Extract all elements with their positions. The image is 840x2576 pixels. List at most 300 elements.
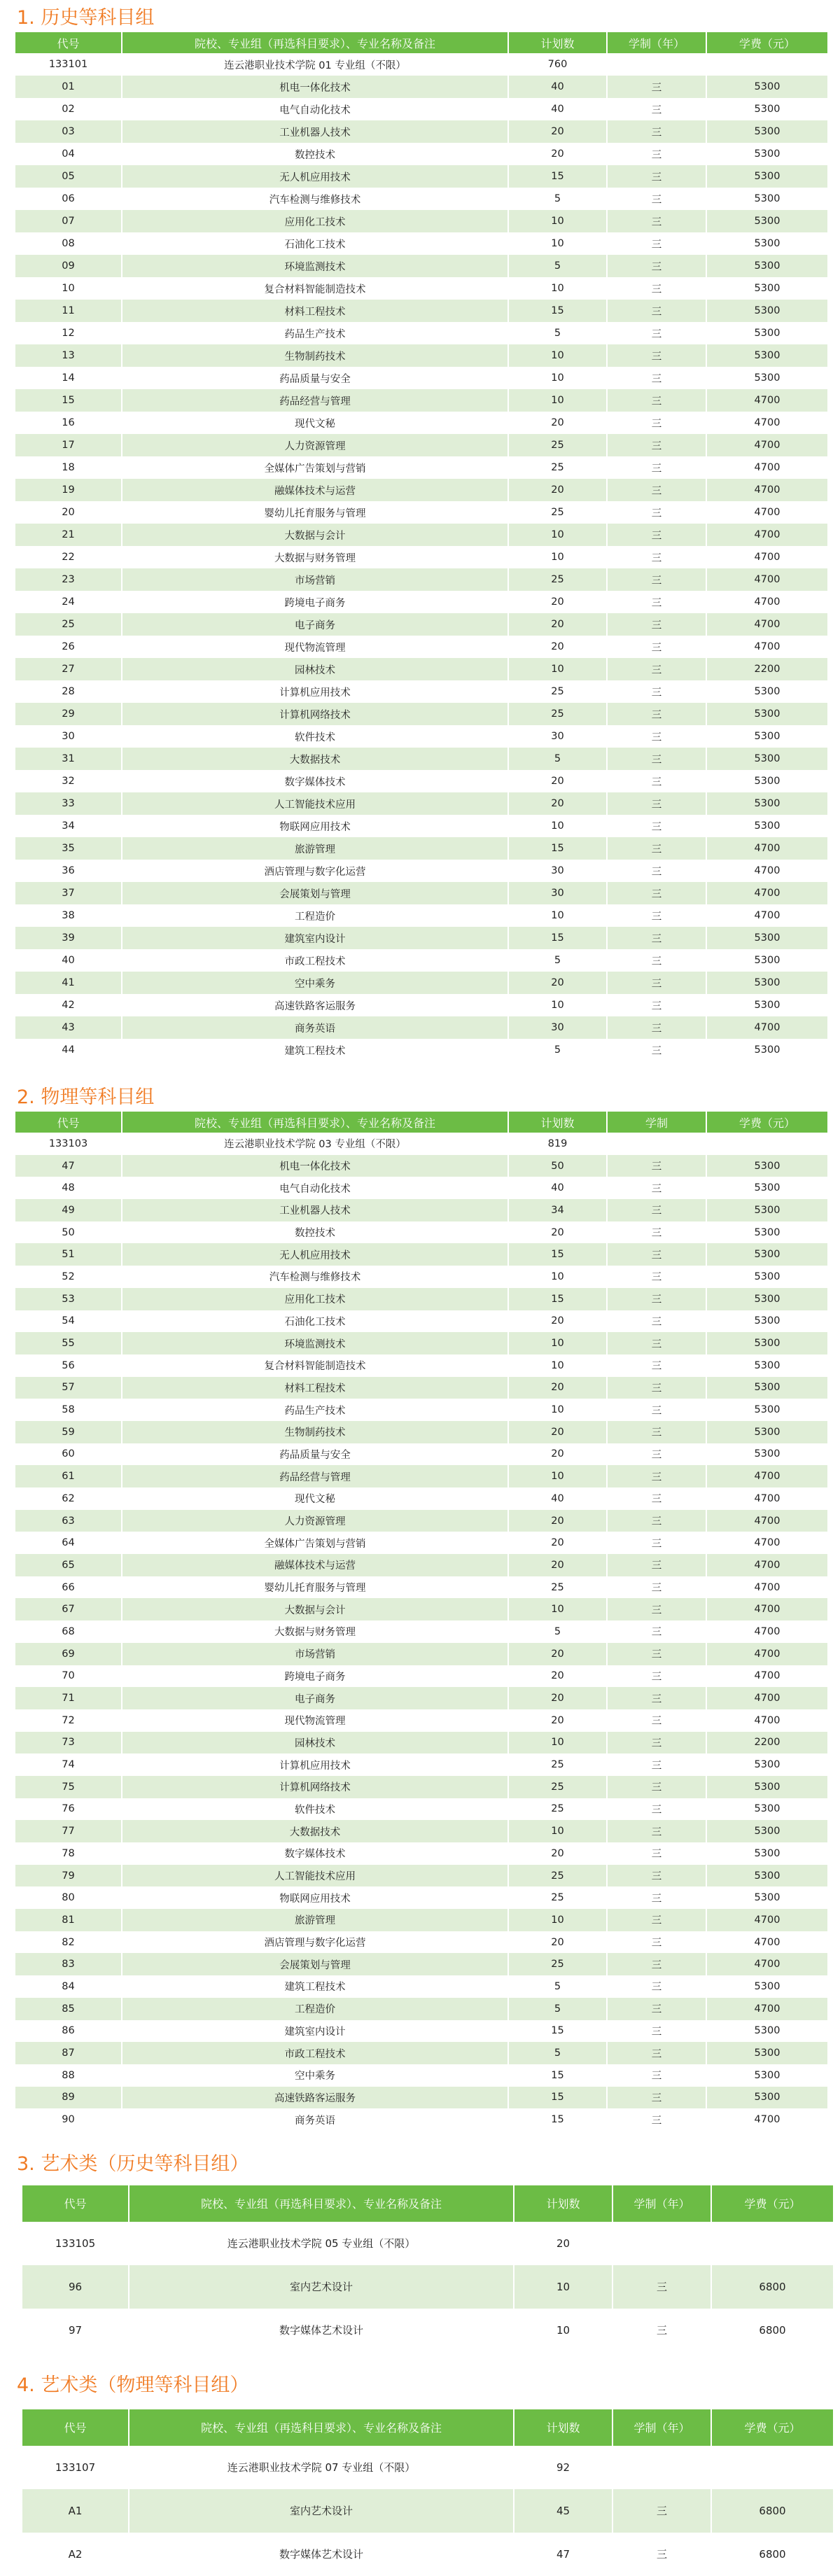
table-row — [15, 1709, 828, 1732]
cell-name: 工程造价 — [122, 904, 508, 927]
table-row — [15, 1377, 828, 1399]
cell-plan: 20 — [508, 636, 607, 658]
cell-duration: 三 — [607, 1865, 706, 1887]
cell-plan: 47 — [514, 2533, 612, 2576]
cell-duration: 三 — [607, 165, 706, 188]
col-header-name: 院校、专业组（再选科目要求）、专业名称及备注 — [129, 2409, 514, 2446]
cell-plan: 15 — [508, 837, 607, 860]
cell-plan: 5 — [508, 188, 607, 210]
cell-code: 38 — [15, 904, 122, 927]
cell-duration: 三 — [607, 1665, 706, 1688]
cell-code: A2 — [22, 2533, 129, 2576]
table-row — [15, 1532, 828, 1554]
cell-duration: 三 — [607, 1554, 706, 1576]
cell-duration: 三 — [607, 524, 706, 546]
cell-plan: 34 — [508, 1199, 607, 1222]
cell-duration: 三 — [607, 1909, 706, 1931]
cell-plan: 30 — [508, 860, 607, 882]
cell-name: 汽车检测与维修技术 — [122, 188, 508, 210]
cell-plan: 25 — [508, 434, 607, 456]
cell-duration: 三 — [607, 1465, 706, 1488]
cell-tuition: 5300 — [706, 748, 828, 770]
cell-name: 建筑室内设计 — [122, 927, 508, 949]
table-row — [15, 972, 828, 994]
cell-code: 59 — [15, 1421, 122, 1443]
cell-tuition: 5300 — [706, 1798, 828, 1821]
cell-tuition: 5300 — [706, 1842, 828, 1865]
cell-plan: 10 — [508, 1332, 607, 1354]
cell-duration: 三 — [607, 1266, 706, 1288]
cell-duration: 三 — [607, 120, 706, 143]
cell-name: 工业机器人技术 — [122, 120, 508, 143]
cell-code: 87 — [15, 2042, 122, 2064]
cell-code: 79 — [15, 1865, 122, 1887]
cell-code: A1 — [22, 2489, 129, 2533]
cell-duration: 三 — [607, 1177, 706, 1199]
table-row — [15, 98, 828, 120]
cell-plan: 10 — [508, 1399, 607, 1421]
cell-plan: 25 — [508, 456, 607, 479]
cell-tuition: 6800 — [711, 2309, 834, 2352]
cell-code: 75 — [15, 1776, 122, 1798]
cell-code: 09 — [15, 255, 122, 277]
cell-duration: 三 — [607, 1620, 706, 1643]
section-title-history: 1. 历史等科目组 — [17, 7, 155, 29]
cell-duration: 三 — [607, 367, 706, 389]
table-row — [15, 1310, 828, 1333]
cell-duration: 三 — [607, 1016, 706, 1039]
table-row — [15, 1886, 828, 1909]
col-header-name: 院校、专业组（再选科目要求）、专业名称及备注 — [129, 2185, 514, 2222]
cell-name: 人力资源管理 — [122, 434, 508, 456]
cell-name: 物联网应用技术 — [122, 1886, 508, 1909]
col-header-duration: 学制（年） — [607, 32, 706, 53]
cell-plan: 5 — [508, 322, 607, 344]
table-row — [15, 770, 828, 792]
cell-plan: 30 — [508, 882, 607, 904]
table-row — [15, 232, 828, 255]
cell-name: 室内艺术设计 — [129, 2489, 514, 2533]
cell-duration: 三 — [607, 143, 706, 165]
cell-code: 37 — [15, 882, 122, 904]
cell-plan: 15 — [508, 1243, 607, 1266]
cell-tuition: 4700 — [706, 837, 828, 860]
cell-duration: 三 — [607, 1687, 706, 1709]
cell-name: 建筑工程技术 — [122, 1039, 508, 1061]
cell-plan: 92 — [514, 2446, 612, 2489]
cell-plan: 25 — [508, 1576, 607, 1599]
cell-tuition: 5300 — [706, 972, 828, 994]
table-row — [15, 277, 828, 300]
cell-name: 商务英语 — [122, 2108, 508, 2131]
cell-tuition: 5300 — [706, 2087, 828, 2109]
table-row — [15, 1820, 828, 1842]
cell-plan: 25 — [508, 1865, 607, 1887]
cell-tuition: 5300 — [706, 1243, 828, 1266]
cell-name: 现代文秘 — [122, 412, 508, 434]
cell-duration: 三 — [607, 1377, 706, 1399]
cell-tuition: 6800 — [711, 2265, 834, 2309]
col-header-code: 代号 — [15, 1112, 122, 1133]
table-row — [22, 2265, 834, 2309]
table-header-row — [15, 1112, 828, 1133]
table-row — [15, 546, 828, 568]
table-row — [15, 2064, 828, 2087]
cell-code: 48 — [15, 1177, 122, 1199]
cell-name: 室内艺术设计 — [129, 2265, 514, 2309]
table-body — [22, 2446, 834, 2576]
cell-tuition: 5300 — [706, 76, 828, 98]
table-row — [15, 1931, 828, 1954]
cell-name: 无人机应用技术 — [122, 165, 508, 188]
cell-duration: 三 — [607, 1754, 706, 1776]
table-row — [15, 1798, 828, 1821]
table-row — [15, 165, 828, 188]
cell-duration: 三 — [607, 546, 706, 568]
cell-tuition: 4700 — [706, 389, 828, 412]
cell-code: 04 — [15, 143, 122, 165]
cell-name: 电子商务 — [122, 613, 508, 636]
cell-duration: 三 — [607, 1820, 706, 1842]
cell-name: 连云港职业技术学院 05 专业组（不限） — [129, 2222, 514, 2265]
cell-duration: 三 — [607, 1443, 706, 1466]
cell-code: 81 — [15, 1909, 122, 1931]
cell-plan: 5 — [508, 255, 607, 277]
cell-tuition: 5300 — [706, 344, 828, 367]
table-row — [15, 1865, 828, 1887]
cell-duration: 三 — [607, 479, 706, 501]
cell-name: 大数据与会计 — [122, 1598, 508, 1620]
cell-plan: 15 — [508, 1288, 607, 1310]
cell-name: 电气自动化技术 — [122, 98, 508, 120]
table-row — [15, 300, 828, 322]
cell-tuition: 5300 — [706, 1039, 828, 1061]
cell-code: 34 — [15, 815, 122, 837]
cell-plan: 20 — [508, 412, 607, 434]
cell-plan: 10 — [508, 1820, 607, 1842]
table-header-row — [22, 2409, 834, 2446]
cell-name: 工业机器人技术 — [122, 1199, 508, 1222]
table-row — [15, 120, 828, 143]
cell-tuition: 4700 — [706, 1931, 828, 1954]
cell-duration: 三 — [607, 98, 706, 120]
cell-code: 25 — [15, 613, 122, 636]
col-header-tuition: 学费（元） — [711, 2185, 834, 2222]
cell-duration: 三 — [607, 1732, 706, 1754]
cell-plan: 15 — [508, 2108, 607, 2131]
cell-tuition: 5300 — [706, 1776, 828, 1798]
cell-duration: 三 — [607, 1354, 706, 1377]
cell-code: 66 — [15, 1576, 122, 1599]
cell-duration: 三 — [607, 1288, 706, 1310]
cell-plan: 40 — [508, 1488, 607, 1510]
cell-plan: 10 — [508, 1732, 607, 1754]
cell-duration: 三 — [607, 994, 706, 1016]
table-row — [15, 1354, 828, 1377]
cell-plan: 5 — [508, 1975, 607, 1998]
cell-name: 会展策划与管理 — [122, 882, 508, 904]
cell-tuition: 4700 — [706, 1709, 828, 1732]
cell-plan: 15 — [508, 165, 607, 188]
cell-tuition: 4700 — [706, 591, 828, 613]
cell-plan: 5 — [508, 1998, 607, 2020]
cell-code: 22 — [15, 546, 122, 568]
cell-duration: 三 — [607, 972, 706, 994]
group-row — [22, 2222, 834, 2265]
cell-name: 应用化工技术 — [122, 210, 508, 232]
cell-tuition: 4700 — [706, 546, 828, 568]
cell-duration: 三 — [607, 2108, 706, 2131]
cell-plan: 15 — [508, 2020, 607, 2043]
table-row — [15, 1155, 828, 1177]
table-row — [15, 568, 828, 591]
table-row — [15, 994, 828, 1016]
cell-plan: 30 — [508, 725, 607, 748]
table-row — [15, 1488, 828, 1510]
table-body — [22, 2222, 834, 2352]
cell-duration: 三 — [607, 1709, 706, 1732]
cell-code: 18 — [15, 456, 122, 479]
cell-duration: 三 — [607, 1576, 706, 1599]
cell-name: 生物制药技术 — [122, 344, 508, 367]
cell-tuition: 5300 — [706, 1421, 828, 1443]
cell-tuition: 5300 — [706, 1266, 828, 1288]
table-row — [15, 1421, 828, 1443]
cell-duration: 三 — [607, 1953, 706, 1975]
cell-name: 材料工程技术 — [122, 300, 508, 322]
group-row — [15, 1133, 828, 1155]
cell-name: 物联网应用技术 — [122, 815, 508, 837]
cell-code: 02 — [15, 98, 122, 120]
cell-code: 88 — [15, 2064, 122, 2087]
cell-tuition: 5300 — [706, 1222, 828, 1244]
cell-duration — [607, 1133, 706, 1155]
table-header-row — [15, 32, 828, 53]
cell-plan: 20 — [508, 1443, 607, 1466]
table-row — [15, 1687, 828, 1709]
cell-plan: 25 — [508, 501, 607, 524]
section-title-physics: 2. 物理等科目组 — [17, 1086, 155, 1108]
table-row — [15, 815, 828, 837]
cell-plan: 20 — [508, 1643, 607, 1665]
cell-tuition: 5300 — [706, 1865, 828, 1887]
cell-name: 数字媒体艺术设计 — [129, 2533, 514, 2576]
cell-name: 药品生产技术 — [122, 322, 508, 344]
cell-name: 软件技术 — [122, 1798, 508, 1821]
table-row — [15, 2042, 828, 2064]
cell-name: 生物制药技术 — [122, 1421, 508, 1443]
cell-name: 复合材料智能制造技术 — [122, 1354, 508, 1377]
table-row — [15, 1953, 828, 1975]
cell-name: 工程造价 — [122, 1998, 508, 2020]
table-header-row — [22, 2185, 834, 2222]
col-header-tuition: 学费（元） — [706, 1112, 828, 1133]
cell-code: 43 — [15, 1016, 122, 1039]
cell-code: 72 — [15, 1709, 122, 1732]
cell-name: 无人机应用技术 — [122, 1243, 508, 1266]
cell-code: 14 — [15, 367, 122, 389]
cell-code: 133107 — [22, 2446, 129, 2489]
cell-duration: 三 — [607, 882, 706, 904]
cell-tuition: 4700 — [706, 479, 828, 501]
cell-tuition: 5300 — [706, 120, 828, 143]
cell-plan: 25 — [508, 1953, 607, 1975]
cell-name: 人工智能技术应用 — [122, 1865, 508, 1887]
cell-name: 大数据与财务管理 — [122, 546, 508, 568]
cell-tuition: 5300 — [706, 143, 828, 165]
cell-duration: 三 — [607, 680, 706, 703]
cell-name: 机电一体化技术 — [122, 76, 508, 98]
cell-tuition: 4700 — [706, 613, 828, 636]
cell-code: 08 — [15, 232, 122, 255]
cell-name: 数控技术 — [122, 143, 508, 165]
col-header-name: 院校、专业组（再选科目要求）、专业名称及备注 — [122, 1112, 508, 1133]
table-row — [15, 636, 828, 658]
table-row — [15, 1039, 828, 1061]
cell-code: 30 — [15, 725, 122, 748]
cell-name: 环境监测技术 — [122, 255, 508, 277]
cell-code: 74 — [15, 1754, 122, 1776]
cell-duration: 三 — [612, 2489, 711, 2533]
cell-code: 03 — [15, 120, 122, 143]
cell-tuition — [706, 1133, 828, 1155]
cell-code: 64 — [15, 1532, 122, 1554]
cell-tuition: 5300 — [706, 792, 828, 815]
cell-code: 96 — [22, 2265, 129, 2309]
cell-name: 融媒体技术与运营 — [122, 1554, 508, 1576]
cell-name: 石油化工技术 — [122, 232, 508, 255]
cell-duration: 三 — [607, 1776, 706, 1798]
table-row — [15, 1288, 828, 1310]
cell-tuition: 5300 — [706, 1288, 828, 1310]
table-row — [15, 1842, 828, 1865]
table-row — [22, 2533, 834, 2576]
cell-name: 计算机网络技术 — [122, 703, 508, 725]
cell-plan: 5 — [508, 1620, 607, 1643]
cell-duration: 三 — [607, 1598, 706, 1620]
cell-tuition: 4700 — [706, 412, 828, 434]
col-header-code: 代号 — [22, 2185, 129, 2222]
table-row — [15, 1909, 828, 1931]
cell-tuition: 4700 — [706, 501, 828, 524]
cell-plan: 45 — [514, 2489, 612, 2533]
cell-plan: 50 — [508, 1155, 607, 1177]
cell-duration: 三 — [607, 1199, 706, 1222]
cell-tuition: 5300 — [706, 165, 828, 188]
cell-tuition: 5300 — [706, 1399, 828, 1421]
cell-code: 73 — [15, 1732, 122, 1754]
cell-tuition: 4700 — [706, 1465, 828, 1488]
cell-tuition: 4700 — [706, 860, 828, 882]
cell-tuition: 5300 — [706, 1443, 828, 1466]
cell-name: 电子商务 — [122, 1687, 508, 1709]
cell-tuition: 4700 — [706, 1643, 828, 1665]
cell-plan: 760 — [508, 53, 607, 76]
cell-duration: 三 — [607, 1399, 706, 1421]
cell-code: 76 — [15, 1798, 122, 1821]
cell-plan: 20 — [508, 120, 607, 143]
cell-duration: 三 — [607, 1643, 706, 1665]
table-row — [15, 501, 828, 524]
cell-name: 电气自动化技术 — [122, 1177, 508, 1199]
cell-code: 05 — [15, 165, 122, 188]
cell-tuition: 4700 — [706, 1687, 828, 1709]
cell-duration: 三 — [612, 2309, 711, 2352]
table-row — [22, 2309, 834, 2352]
table-row — [15, 1332, 828, 1354]
table-row — [15, 1465, 828, 1488]
cell-tuition: 4700 — [706, 636, 828, 658]
cell-code: 41 — [15, 972, 122, 994]
cell-name: 市政工程技术 — [122, 2042, 508, 2064]
cell-code: 32 — [15, 770, 122, 792]
cell-tuition: 5300 — [706, 725, 828, 748]
cell-code: 69 — [15, 1643, 122, 1665]
cell-tuition: 5300 — [706, 680, 828, 703]
cell-name: 数控技术 — [122, 1222, 508, 1244]
table-row — [15, 143, 828, 165]
cell-plan: 10 — [508, 546, 607, 568]
table-row — [15, 703, 828, 725]
table-row — [15, 1399, 828, 1421]
cell-plan: 20 — [508, 1421, 607, 1443]
cell-code: 63 — [15, 1510, 122, 1532]
cell-duration: 三 — [607, 210, 706, 232]
table-row — [15, 927, 828, 949]
cell-plan: 20 — [508, 770, 607, 792]
cell-plan: 30 — [508, 1016, 607, 1039]
cell-code: 57 — [15, 1377, 122, 1399]
cell-name: 药品经营与管理 — [122, 389, 508, 412]
table-row — [15, 1222, 828, 1244]
cell-plan: 10 — [508, 1266, 607, 1288]
cell-name: 旅游管理 — [122, 837, 508, 860]
table-row — [15, 748, 828, 770]
cell-name: 大数据技术 — [122, 1820, 508, 1842]
cell-duration: 三 — [607, 770, 706, 792]
cell-plan: 25 — [508, 1754, 607, 1776]
cell-code: 61 — [15, 1465, 122, 1488]
section-title-art-physics: 4. 艺术类（物理等科目组） — [17, 2374, 249, 2396]
cell-name: 跨境电子商务 — [122, 1665, 508, 1688]
cell-code: 54 — [15, 1310, 122, 1333]
table-row — [15, 1177, 828, 1199]
table-row — [15, 2108, 828, 2131]
cell-duration: 三 — [607, 456, 706, 479]
table-row — [15, 479, 828, 501]
cell-name: 高速铁路客运服务 — [122, 994, 508, 1016]
cell-tuition: 6800 — [711, 2489, 834, 2533]
cell-code: 39 — [15, 927, 122, 949]
cell-duration: 三 — [607, 725, 706, 748]
cell-name: 数字媒体艺术设计 — [129, 2309, 514, 2352]
table-row — [15, 456, 828, 479]
cell-duration: 三 — [607, 860, 706, 882]
cell-name: 药品质量与安全 — [122, 367, 508, 389]
cell-plan: 40 — [508, 1177, 607, 1199]
cell-plan: 20 — [508, 479, 607, 501]
cell-duration: 三 — [612, 2533, 711, 2576]
cell-tuition: 5300 — [706, 703, 828, 725]
cell-duration: 三 — [607, 1975, 706, 1998]
cell-code: 97 — [22, 2309, 129, 2352]
cell-code: 67 — [15, 1598, 122, 1620]
cell-plan: 20 — [508, 1842, 607, 1865]
table-row — [15, 389, 828, 412]
col-header-duration: 学制（年） — [612, 2185, 711, 2222]
cell-duration: 三 — [607, 949, 706, 972]
cell-duration: 三 — [607, 815, 706, 837]
